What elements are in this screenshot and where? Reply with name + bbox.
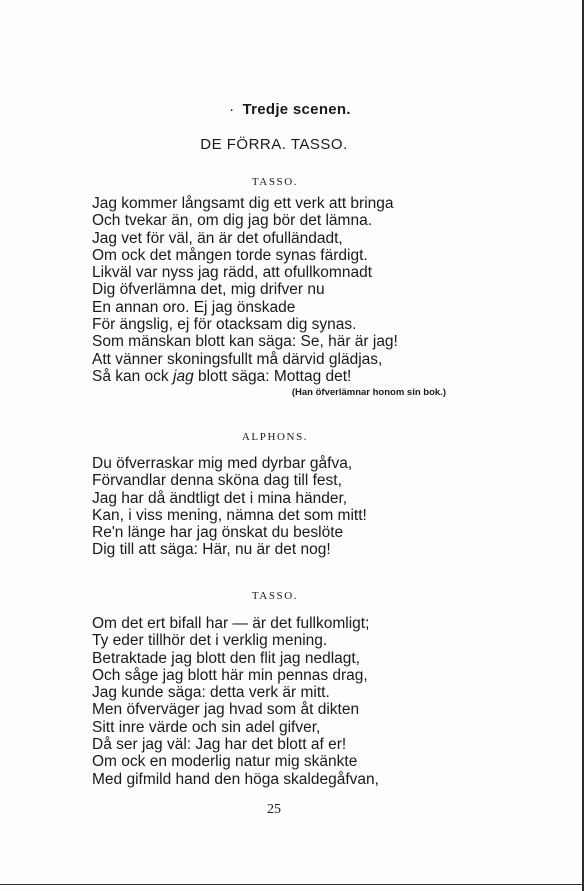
verse-line: Och såge jag blott här min pennas drag, xyxy=(92,666,368,684)
verse-line: En annan oro. Ej jag önskade xyxy=(92,298,296,316)
verse-line: Betraktade jag blott den flit jag nedlagt, xyxy=(92,649,360,667)
verse-line: Du öfverraskar mig med dyrbar gåfva, xyxy=(92,455,353,472)
page-edge xyxy=(0,884,584,885)
verse-fragment: Så kan ock xyxy=(92,367,173,385)
verse-block xyxy=(92,195,398,385)
verse-line: Ty eder tillhör det i verklig mening. xyxy=(92,632,328,650)
verse-line: Men öfverväger jag hvad som åt dikten xyxy=(92,701,360,719)
verse-line: Förvandlar denna sköna dag till fest, xyxy=(92,472,342,490)
cast-line: DE FÖRRA. TASSO. xyxy=(200,136,348,153)
verse-line: Sitt inre värde och sin adel gifver, xyxy=(92,718,321,736)
verse-line: Jag vet för väl, än är det ofulländadt, xyxy=(92,229,343,247)
verse-line: Om det ert bifall har — är det fullkomligt; xyxy=(92,615,370,632)
verse-line: Med gifmild hand den höga skaldegåfvan, xyxy=(92,770,379,788)
verse-fragment: blott säga: Mottag det! xyxy=(193,367,352,385)
verse-block xyxy=(92,615,379,788)
verse-line: Jag kommer långsamt dig ett verk att bringa xyxy=(92,195,394,212)
verse-block xyxy=(92,455,367,559)
verse-line: Jag kunde säga: detta verk är mitt. xyxy=(92,684,330,702)
verse-line: För ängslig, ej för otacksam dig synas. xyxy=(92,316,357,334)
emphasized-word: jag xyxy=(173,367,194,385)
scene-title: Tredje scenen. xyxy=(242,101,351,118)
verse-line: Om ock det mången torde synas färdigt. xyxy=(92,246,368,264)
speaker-name: TASSO. xyxy=(251,590,299,602)
stage-direction: (Han öfverlämnar honom sin bok.) xyxy=(291,387,446,398)
verse-line: Dig till att säga: Här, nu är det nog! xyxy=(92,541,331,559)
verse-line xyxy=(92,368,398,385)
speaker-name: TASSO. xyxy=(251,176,299,188)
page-number: 25 xyxy=(267,802,281,817)
verse-line: Som mänskan blott kan säga: Se, här är jag! xyxy=(92,333,398,351)
scene-heading xyxy=(0,101,580,118)
verse-line: Jag har då ändtligt det i mina händer, xyxy=(92,489,348,507)
verse-line: Dig öfverlämna det, mig drifver nu xyxy=(92,281,325,299)
verse-line: Att vänner skoningsfullt må därvid glädjas, xyxy=(92,350,383,368)
scene-bullet: · xyxy=(229,101,235,118)
verse-line: Re'n länge har jag önskat du beslöte xyxy=(92,524,344,542)
verse-line: Om ock en moderlig natur mig skänkte xyxy=(92,753,358,771)
verse-line: Då ser jag väl: Jag har det blott af er! xyxy=(92,736,347,754)
verse-line: Likväl var nyss jag rädd, att ofullkomnadt xyxy=(92,264,372,282)
verse-line: Och tvekar än, om dig jag bör det lämna. xyxy=(92,212,373,230)
verse-line: Kan, i viss mening, nämna det som mitt! xyxy=(92,506,367,524)
speaker-name: ALPHONS. xyxy=(241,431,309,443)
